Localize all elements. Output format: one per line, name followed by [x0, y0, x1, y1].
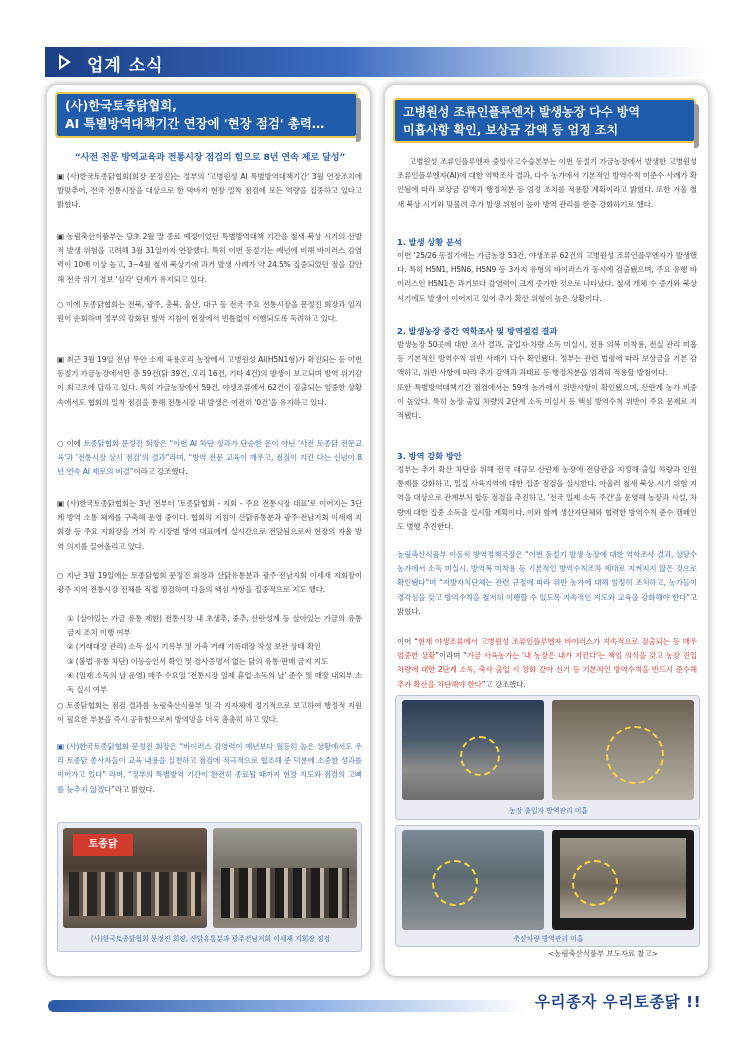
group-people	[69, 872, 201, 916]
vehicle-cctv-photo-1	[402, 830, 544, 930]
left-photo-caption: (사)한국토종닭협회 문정진 회장, 산닭유통분과 광주전남지회 이세재 지회장 점검	[90, 935, 331, 943]
p5-tail: 이라고 강조했다.	[133, 467, 188, 477]
market-inspection-photo-2	[213, 828, 357, 928]
highlight-circle	[572, 860, 618, 906]
p9-quote: ▣ (사)한국토종닭협회 문정진 회장은 “바이러스 감염력이 예년보다 월등히 높은 상황에서도 우리 토종닭 종사자들이 교육 내용을 실천하고 점검에 적극적으로 협조해 준 덕분에 소중한 성과를 이어가고 있다” 라며, “정부의 특별방역 기간이 완전히 종료될 때까지 현장 지도와 점검의 고삐를 늦추지 않겠다”	[57, 742, 362, 794]
q2-red-2: 가금 사육농가는 '내 농장은 내가 지킨다'는 책임 의식을 갖고 농장 진입 차량에 대한 2단계 소독, 축사 출입 시 장화 갈아 신기 등 기본적인 방역수칙을 반드시 준수해 추가 확산을 차단해야 한다	[397, 651, 697, 689]
shop-sign: 토종닭	[73, 834, 133, 856]
left-checklist	[57, 612, 362, 697]
left-paragraph-4: ▣ 최근 3월 19일 전남 무안 소재 육용오리 농장에서 고병원성 AI(H5N1형)가 확진되는 등 이번 동절기 가금농장에서만 총 59건(닭 39건, 오리 16건, 기타 4건)의 발생이 보고되며 방역 위기감이 최고조에 달하고 있다. 특히 가금농장에서 59건, 야생조류에서 62건이 검출되는 엄중한 상황 속에서도 협회의 밀착 점검을 통해 전통시장 내 발생은 여전히 '0건'을 유지하고 있다.	[57, 355, 362, 407]
headline-shadow	[356, 98, 361, 142]
right-headline-text: 고병원성 조류인플루엔자 발생농장 다수 방역 미흡사항 확인, 보상금 감액 등 엄정 조치	[403, 105, 640, 137]
right-section-2-body: 발생농장 50곳에 대한 조사 결과, 출입자·차량 소독 미실시, 전용 의복 미착용, 전실 관리 미흡 등 기본적인 방역수칙 위반 사례가 다수 확인됐다. 정부는 관련 법령에 따라 보상금을 기본 감액하고, 위반 사항에 따라 추가 감액과 과태료 등 행정처분을 엄격히 적용할 방침이다. 또한 특별방역대책기간 점검에서는 59개 농가에서 위반사항이 확인됐으며, 산란계 농가 비중이 높았다. 특히 농장 출입 차량의 2단계 소독 미실시 등 핵심 방역수칙 위반이 주요 문제로 지적됐다.	[397, 340, 697, 421]
group-people	[221, 868, 349, 918]
vehicle-cctv-photo-2	[552, 830, 694, 930]
left-paragraph-1: ▣ (사)한국토종닭협회(회장 문정진)는 정부의 '고병원성 AI 특별방역대책기간' 3월 연장조치에 발맞추어, 전국 전통시장을 대상으로 한 막바지 현장 밀착 점검에 모든 역량을 집중하고 있다고 밝혔다.	[57, 172, 362, 210]
left-paragraph-9	[57, 740, 362, 797]
right-photo-caption-1: 농장 출입자 방역관리 미흡	[509, 807, 588, 815]
farm-entrance-photo	[552, 700, 694, 800]
q2-lead: 이어 “	[397, 637, 418, 646]
p5-lead: ○ 이에	[57, 439, 84, 448]
checklist-item: ② (거래대장 관리) 소독 실시 기록부 및 가축 거래 기록대장 작성 보관 상태 확인	[67, 642, 322, 652]
right-headline	[393, 98, 696, 143]
left-paragraph-5	[57, 437, 362, 480]
footer-slogan: 우리종자 우리토종닭 !!	[535, 993, 702, 1011]
section-title: 업계 소식	[87, 56, 164, 76]
right-quote-1	[397, 548, 697, 619]
quote-1-text: 농림축산식품부 이동식 방역정책국장은 “이번 동절기 발생 농장에 대한 역학조사 결과, 상당수 농가에서 소독 미실시, 방역복 미착용 등 기본적인 방역수칙조차 제대로 지켜지지 않은 것으로 확인됐다”며 “지방자치단체는 관련 규정에 따라 위반 농가에 대해 엄정히 조치하고, 농가들이 경각심을 갖고 방역수칙을 철저히 이행할 수 있도록 지속적인 지도와 교육을 강화해야 한다”	[397, 550, 697, 602]
farm-entrance-cctv-photo	[402, 700, 544, 800]
left-paragraph-8: ○ 토종닭협회는 점검 결과를 농림축산식품부 및 각 지자체에 정기적으로 보고하여 행정적 지원이 필요한 부분을 즉시 공유함으로써 방역망을 더욱 촘촘히 하고 있다.	[57, 701, 362, 725]
checklist-item: ③ (불법 유통 차단) 이동승인서 확인 및 검사증명서 없는 닭의 유통·판매 금지 지도	[67, 656, 329, 666]
checklist-item: ④ (일제 소독의 날 운영) 매주 수요일 '전통시장 일제 휴업·소독의 날' 준수 및 매장 내외부 소독 실시 여부	[67, 670, 362, 695]
left-paragraph-6: ▣ (사)한국토종닭협회는 3년 전부터 '토종닭협회 - 지회 - 주요 전통시장 대표'로 이어지는 3단계 방역 소통 체계를 구축해 운영 중이다. 협회의 지침이 산닭유통분과 광주·전남지회 이세재 지회장 등 주요 지회장을 거쳐 각 시장별 방역 대표에게 실시간으로 전달됨으로써 현장의 자율 방역 의지를 끌어올리고 있다.	[57, 499, 362, 551]
footer-bar	[48, 1000, 528, 1012]
p9-tail: 라고 밝혔다.	[114, 784, 155, 794]
right-section-3-body: 정부는 추가 확산 차단을 위해 전국 대규모 산란계 농장에 전담관을 지정해 출입 차량과 인원 통제를 강화하고, 밀집 사육지역에 대한 집중 점검을 실시한다. 아울러 철새 북상 시기 위험 지역을 대상으로 관계부처 합동 점검을 추진하고, '전국 일제 소독 주간'을 운영해 농장과 시설, 차량에 대한 집중 소독을 실시할 계획이다. 이와 함께 생산자단체와 협력한 방역수칙 준수 캠페인도 병행 추진한다.	[397, 465, 697, 531]
left-paragraph-2: ▣ 농림축산식품부는 당초 2월 말 종료 예정이었던 특별방역대책 기간을 철새 북상 시기의 산발적 발생 위험을 고려해 3월 31일까지 연장했다. 특히 이번 동절기는 예년에 비해 바이러스 감염력이 10배 이상 높고, 3~4월 철새 북상기에 과거 발생 사례가 약 24.5% 집중되었던 점을 감안해 전국 위기 경보 '심각' 단계가 유지되고 있다.	[57, 232, 362, 284]
headline-shadow	[694, 104, 699, 148]
right-section-1-body: 이번 '25/26 동절기에는 가금농장 53건, 야생조류 62건의 고병원성 조류인플루엔자가 발생했다. 특히 H5N1, H5N6, H5N9 등 3가지 유형의 바이러스가 동시에 검출됐으며, 주요 유행 바이러스인 H5N1은 과거보다 감염력이 크게 증가한 것으로 나타났다. 철새 개체 수 증가와 북상 시기에도 발생이 이어지고 있어 추가 확산 위험이 높은 상황이다.	[397, 251, 697, 303]
highlight-circle	[432, 860, 478, 906]
right-article-panel	[384, 84, 709, 977]
market-inspection-photo-1	[63, 828, 207, 928]
triangle-inner	[61, 58, 67, 66]
right-section-2-title: 2. 발생농장 중간 역학조사 및 방역점검 결과	[397, 326, 558, 336]
checklist-item: ① (살아있는 가금 유통 제한) 전통시장 내 초생추, 중추, 산란성계 등 살아있는 가금의 유통 금지 조치 이행 여부	[67, 614, 362, 638]
left-paragraph-3: ○ 이에 토종닭협회는 전북, 광주, 충북, 울산, 대구 등 전국 주요 전통시장을 문정진 회장과 임직원이 순회하며 정부의 강화된 방역 지침이 현장에서 빈틈없이 이행되도록 독려하고 있다.	[57, 300, 362, 324]
source-note: <농림축산식품부 보도자료 참고>	[548, 949, 658, 958]
right-section-3-title: 3. 방역 강화 방안	[397, 451, 462, 461]
right-quote-2	[397, 635, 697, 692]
left-paragraph-7: ○ 지난 3월 19일에는 토종닭협회 문정진 회장과 산닭유통분과 광주·전남지회 이세재 지회장이 광주 지역 전통시장 전체를 직접 점검하며 다음의 핵심 사항을 집중적으로 지도 했다.	[57, 571, 362, 595]
q2-red: 현재 야생조류에서 고병원성 조류인플루엔자 바이러스가 지속적으로 검출되는 등 매우 엄중한 상황	[397, 637, 697, 661]
q2-mid: ”이라며 “	[435, 651, 467, 661]
right-intro: 고병원성 조류인플루엔자 중앙사고수습본부는 이번 동절기 가금농장에서 발생한 고병원성 조류인플루엔자(AI)에 대한 역학조사 결과, 다수 농가에서 기본적인 방역수칙 미준수 사례가 확인됨에 따라 보상금 감액과 행정처분 등 엄정 조치를 적용할 계획이라고 밝혔다. 또한 겨울 철새 북상 시기와 맞물려 추가 발생 위험이 높아 방역 관리를 한층 강화하기로 했다.	[397, 157, 697, 209]
right-photo-frame-2	[395, 825, 700, 947]
right-photo-frame-1	[395, 695, 700, 820]
right-section-1-title: 1. 발생 상황 분석	[397, 237, 462, 247]
left-article-panel	[46, 84, 371, 977]
quote-1-tail: 고 밝혔다.	[397, 592, 697, 616]
highlight-circle	[460, 736, 500, 776]
left-headline	[55, 92, 358, 138]
section-header-bar	[45, 47, 710, 77]
left-headline-text: (사)한국토종닭협회, AI 특별방역대책기간 연장에 '현장 점검' 총력…	[65, 98, 325, 131]
right-photo-caption-2: 축산차량 방역관리 미흡	[513, 935, 584, 943]
p5-quote: 토종닭협회 문정진 회장은 “이번 AI 차단 성과가 단순한 운이 아닌 '사전 토종닭 전문교육'과 '전통시장 상시 점검'의 결과”라며, “방역 전문 교육이 깨우고, 점검이 지킨 다는 신념이 8년 연속 AI 제로의 비결”	[57, 439, 362, 477]
left-subhead: “사전 전문 방역교육과 전통시장 점검의 힘으로 8년 연속 제로 달성”	[74, 152, 346, 163]
left-photo-frame	[57, 822, 362, 952]
highlight-circle	[606, 726, 664, 784]
q2-tail: ”고 강조했다.	[481, 679, 526, 689]
